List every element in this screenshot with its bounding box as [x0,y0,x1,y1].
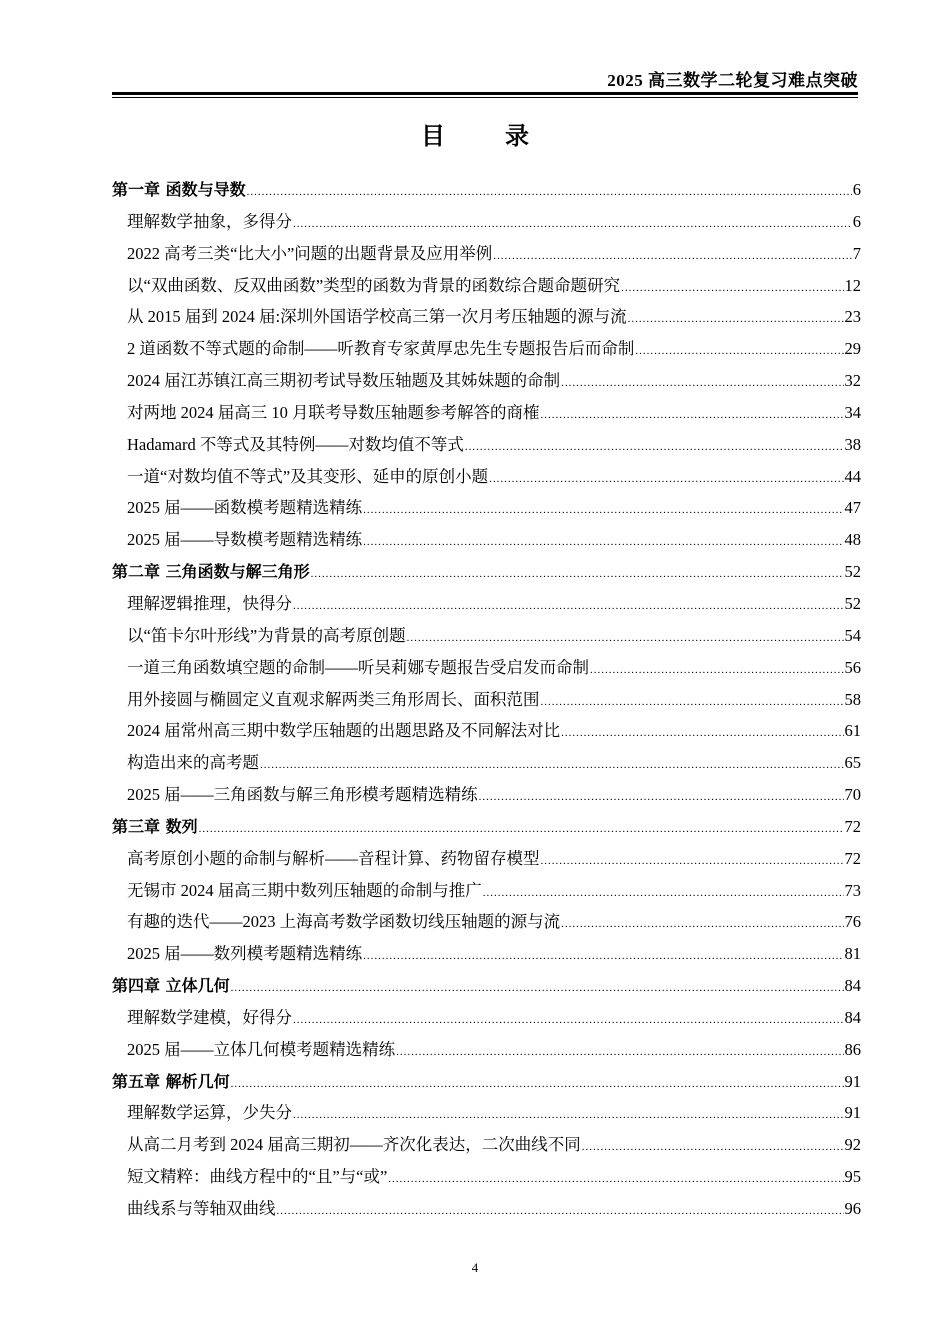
toc-section-entry[interactable] [112,620,861,652]
dot-leader [561,909,843,941]
toc-section-entry[interactable] [112,906,861,938]
toc-entry-page: 86 [844,1039,861,1059]
toc-section-entry[interactable] [112,1034,861,1066]
toc-entry-label: 构造出来的高考题 [127,753,259,773]
toc-entry-page: 34 [844,402,861,422]
toc-entry-label: 2025 届——三角函数与解三角形模考题精选精练 [127,785,478,805]
toc-entry-page: 72 [844,816,861,836]
toc-entry-label: 理解数学抽象，多得分 [127,211,292,231]
toc-entry-label: 无锡市 2024 届高三期中数列压轴题的命制与推广 [127,880,482,900]
dot-leader [199,814,844,846]
toc-entry-label: 曲线系与等轴双曲线 [127,1199,276,1218]
toc-chapter-entry[interactable] [112,1066,861,1098]
toc-entry-page: 70 [844,785,861,805]
dot-leader [231,973,844,1005]
toc-section-entry[interactable] [112,1097,861,1129]
toc-entry-page: 32 [844,371,861,391]
toc-entry-page: 56 [844,657,861,677]
toc-entry-label: 第二章 三角函数与解三角形 [112,562,310,582]
toc-chapter-entry[interactable] [112,970,861,1002]
dot-leader [388,1164,843,1196]
dot-leader [247,177,852,209]
toc-entry-label: 2025 届——数列模考题精选精练 [127,944,363,964]
toc-section-entry[interactable] [112,938,861,970]
toc-section-entry[interactable] [112,270,861,302]
dot-leader [561,368,843,400]
toc-entry-page: 96 [844,1199,861,1218]
toc-entry-page: 95 [844,1167,861,1187]
toc-chapter-entry[interactable] [112,174,861,206]
toc-section-entry[interactable] [112,875,861,907]
toc-entry-label: Hadamard 不等式及其特例——对数均值不等式 [127,434,464,454]
toc-entry-label: 2 道函数不等式题的命制——听教育专家黄厚忠先生专题报告后而命制 [127,339,635,359]
dot-leader [293,209,852,241]
toc-entry-page: 48 [844,530,861,550]
toc-entry-label: 2024 届常州高三期中数学压轴题的出题思路及不同解法对比 [127,721,561,741]
toc-entry-label: 从高二月考到 2024 届高三期初——齐次化表达，二次曲线不同 [127,1135,581,1155]
toc-entry-page: 81 [844,944,861,964]
toc-section-entry[interactable] [112,1002,861,1034]
dot-leader [363,495,843,527]
toc-entry-page: 91 [844,1103,861,1123]
toc-chapter-entry[interactable] [112,556,861,588]
toc-section-entry[interactable] [112,461,861,493]
toc-section-entry[interactable] [112,524,861,556]
dot-leader [493,241,851,273]
toc-entry-label: 2025 届——函数模考题精选精练 [127,498,363,518]
toc-entry-page: 52 [844,593,861,613]
toc-entry-page: 73 [844,880,861,900]
dot-leader [635,336,843,368]
toc-entry-page: 12 [844,275,861,295]
dot-leader [277,1196,844,1228]
dot-leader [465,432,844,464]
toc-entry-label: 2022 高考三类“比大小”问题的出题背景及应用举例 [127,243,493,263]
toc-section-entry[interactable] [112,1129,861,1161]
dot-leader [590,655,844,687]
toc-entry-page: 91 [844,1071,861,1091]
toc-section-entry[interactable] [112,1193,861,1225]
toc-section-entry[interactable] [112,1161,861,1193]
toc-section-entry[interactable] [112,715,861,747]
toc-section-entry[interactable] [112,238,861,270]
toc-title: 目录 [421,124,589,150]
toc-entry-label: 第四章 立体几何 [112,976,230,996]
toc-section-entry[interactable] [112,684,861,716]
toc-entry-page: 84 [844,1007,861,1027]
dot-leader [483,878,844,910]
toc-section-entry[interactable] [112,206,861,238]
toc-entry-label: 以“双曲函数、反双曲函数”类型的函数为背景的函数综合题命题研究 [127,275,621,295]
header-rule-thick [112,92,858,95]
toc-entry-page: 76 [844,912,861,932]
toc-entry-page: 7 [852,243,861,263]
toc-entry-page: 23 [844,307,861,327]
toc-entry-label: 理解逻辑推理，快得分 [127,593,292,613]
toc-entry-label: 对两地 2024 届高三 10 月联考导数压轴题参考解答的商榷 [127,402,540,422]
toc-entry-label: 短文精粹：曲线方程中的“且”与“或” [127,1167,388,1187]
toc-entry-page: 6 [852,180,861,199]
toc-entry-label: 2024 届江苏镇江高三期初考试导数压轴题及其姊妹题的命制 [127,371,561,391]
toc-section-entry[interactable] [112,588,861,620]
dot-leader [311,559,844,591]
toc-entry-label: 一道“对数均值不等式”及其变形、延申的原创小题 [127,466,489,486]
toc-section-entry[interactable] [112,492,861,524]
dot-leader [621,273,843,305]
toc-entry-label: 2025 届——导数模考题精选精练 [127,530,363,550]
toc-entry-label: 第一章 函数与导数 [112,180,246,199]
dot-leader [541,846,844,878]
page-number: 4 [471,1260,479,1275]
dot-leader [293,1005,844,1037]
toc-entry-page: 52 [844,562,861,582]
dot-leader [231,1069,844,1101]
toc-entry-label: 一道三角函数填空题的命制——听吴莉娜专题报告受启发而命制 [127,657,589,677]
toc-entry-page: 72 [844,848,861,868]
toc-entry-label: 以“笛卡尔叶形线”为背景的高考原创题 [127,625,406,645]
dot-leader [363,941,843,973]
dot-leader [293,1100,844,1132]
toc-entry-page: 61 [844,721,861,741]
toc-section-entry[interactable] [112,365,861,397]
dot-leader [489,464,843,496]
toc-entry-page: 65 [844,753,861,773]
toc-entry-page: 84 [844,976,861,996]
toc-entry-label: 第三章 数列 [112,816,198,836]
toc-entry-label: 用外接圆与椭圆定义直观求解两类三角形周长、面积范围 [127,689,540,709]
toc-section-entry[interactable] [112,747,861,779]
header-rule-thin [112,97,858,98]
dot-leader [479,782,844,814]
dot-leader [541,400,844,432]
toc-entry-page: 6 [852,211,861,231]
toc-entry-label: 第五章 解析几何 [112,1071,230,1091]
toc-entry-page: 92 [844,1135,861,1155]
table-of-contents [112,174,861,1225]
toc-chapter-entry[interactable] [112,811,861,843]
toc-section-entry[interactable] [112,652,861,684]
toc-entry-page: 54 [844,625,861,645]
dot-leader [363,527,843,559]
toc-section-entry[interactable] [112,333,861,365]
toc-entry-label: 理解数学运算，少失分 [127,1103,292,1123]
toc-section-entry[interactable] [112,779,861,811]
toc-entry-label: 2025 届——立体几何模考题精选精练 [127,1039,396,1059]
toc-entry-label: 有趣的迭代——2023 上海高考数学函数切线压轴题的源与流 [127,912,561,932]
dot-leader [541,687,844,719]
toc-entry-page: 29 [844,339,861,359]
dot-leader [407,623,844,655]
toc-section-entry[interactable] [112,301,861,333]
toc-entry-page: 44 [844,466,861,486]
dot-leader [582,1132,844,1164]
toc-entry-page: 38 [844,434,861,454]
dot-leader [293,591,844,623]
dot-leader [628,304,844,336]
toc-entry-label: 理解数学建模，好得分 [127,1007,292,1027]
toc-entry-page: 47 [844,498,861,518]
toc-entry-page: 58 [844,689,861,709]
dot-leader [396,1037,843,1069]
toc-section-entry[interactable] [112,843,861,875]
toc-section-entry[interactable] [112,429,861,461]
toc-entry-label: 从 2015 届到 2024 届:深圳外国语学校高三第一次月考压轴题的源与流 [127,307,627,327]
running-header: 2025 高三数学二轮复习难点突破 [607,71,858,90]
toc-section-entry[interactable] [112,397,861,429]
toc-entry-label: 高考原创小题的命制与解析——音程计算、药物留存模型 [127,848,540,868]
dot-leader [260,750,844,782]
dot-leader [561,718,843,750]
